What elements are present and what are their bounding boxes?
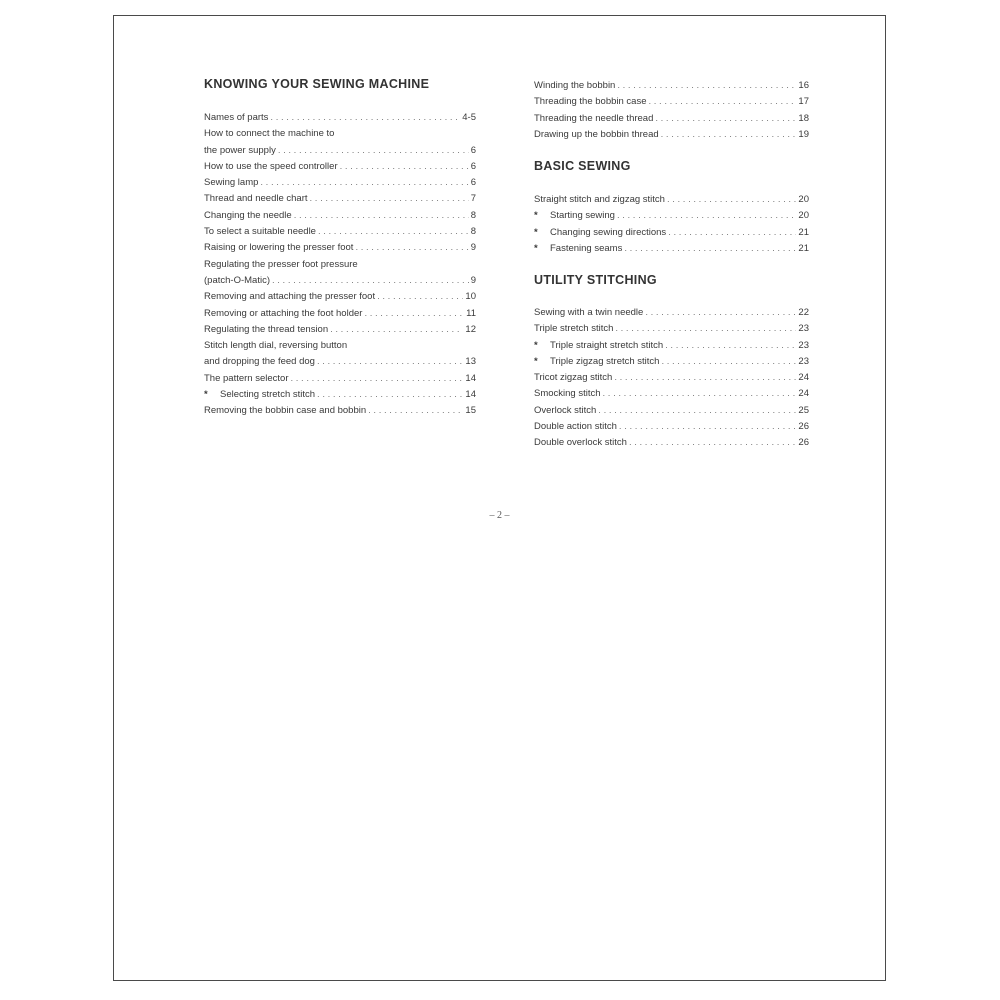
toc-entry-page: 22 (798, 307, 809, 318)
toc-entry-label (204, 273, 270, 289)
toc-entry-text: The pattern selector (204, 372, 289, 384)
toc-entry-page: 11 (466, 307, 476, 319)
toc-entry-page: 13 (465, 356, 476, 368)
toc-entry-page: 7 (470, 193, 476, 205)
toc-entry-page: 26 (798, 437, 809, 449)
toc-entry-text: Fastening seams (550, 242, 623, 254)
dot-leader (668, 225, 796, 241)
toc-entry-label (204, 257, 358, 273)
dot-leader (598, 403, 796, 419)
toc-entry-page: 14 (465, 389, 476, 401)
toc-entry-text: Triple zigzag stretch stitch (550, 355, 660, 367)
toc-entry-text: Raising or lowering the presser foot (204, 242, 354, 254)
toc-entry-page: 21 (798, 226, 809, 238)
toc-entry-page: 9 (470, 242, 476, 254)
toc-entry (204, 240, 476, 256)
toc-entry (204, 387, 476, 403)
toc-entry-text: (patch-O-Matic) (204, 274, 270, 286)
dot-leader (364, 306, 464, 322)
bullet-marker: * (534, 242, 538, 254)
toc-entry-text: Smocking stitch (534, 388, 601, 400)
toc-entry-text: Regulating the presser foot pressure (204, 258, 358, 270)
bullet-marker: * (534, 210, 538, 222)
toc-entry-text: and dropping the feed dog (204, 356, 315, 368)
toc-entry-text: Changing the needle (204, 209, 292, 221)
toc-entry-label (204, 371, 289, 387)
toc-entry-text: Thread and needle chart (204, 193, 308, 205)
toc-entry-text: Threading the needle thread (534, 112, 654, 124)
dot-leader (310, 191, 469, 207)
toc-entry-label (534, 225, 666, 241)
toc-entry (534, 305, 809, 321)
dot-leader (603, 386, 797, 402)
dot-leader (617, 78, 796, 94)
manual-page (113, 15, 886, 981)
toc-entry (204, 403, 476, 419)
toc-entry-text: Triple stretch stitch (534, 323, 614, 335)
toc-entry-label (534, 403, 596, 419)
toc-entry (534, 208, 809, 224)
dot-leader (260, 175, 468, 191)
toc-entry-text: the power supply (204, 144, 276, 156)
toc-entry-label (204, 387, 315, 403)
toc-entry-text: Removing or attaching the foot holder (204, 307, 363, 319)
toc-entry-text: Overlock stitch (534, 404, 597, 416)
toc-entry-text: Removing and attaching the presser foot (204, 291, 376, 303)
toc-entry-page: 21 (798, 242, 809, 254)
toc-entry (204, 191, 476, 207)
dot-leader (272, 273, 469, 289)
toc-entry-page: 14 (465, 372, 476, 384)
toc-entry (534, 403, 809, 419)
toc-entry-label (204, 208, 292, 224)
toc-entry (204, 175, 476, 191)
section-heading-basic-sewing: BASIC SEWING (534, 159, 631, 173)
toc-entry-label (204, 289, 375, 305)
section-heading-utility-stitching: UTILITY STITCHING (534, 273, 657, 287)
toc-entry-text: Sewing lamp (204, 177, 259, 189)
toc-entry-page: 23 (798, 323, 809, 335)
toc-entry-label (204, 240, 353, 256)
dot-leader (629, 435, 796, 451)
toc-entry-label (534, 208, 615, 224)
toc-entry-page: 12 (465, 323, 476, 335)
bullet-marker: * (534, 355, 538, 367)
toc-entry-label (534, 127, 659, 143)
toc-list-utility-stitching (534, 305, 809, 452)
toc-entry-label (204, 306, 362, 322)
toc-entry-label (534, 305, 643, 321)
toc-entry (204, 257, 476, 273)
toc-entry (534, 435, 809, 451)
toc-entry-page: 26 (798, 421, 809, 433)
toc-entry (204, 273, 476, 289)
dot-leader (661, 354, 796, 370)
toc-entry (534, 354, 809, 370)
toc-entry (534, 419, 809, 435)
dot-leader (614, 370, 796, 386)
toc-entry (534, 127, 809, 143)
dot-leader (294, 208, 469, 224)
dot-leader (318, 224, 469, 240)
toc-entry-page: 20 (798, 194, 809, 205)
dot-leader (649, 94, 797, 110)
toc-entry (204, 306, 476, 322)
toc-list-left (204, 110, 476, 420)
dot-leader (617, 208, 796, 224)
toc-entry (204, 159, 476, 175)
toc-entry-text: Drawing up the bobbin thread (534, 128, 659, 140)
toc-entry (534, 192, 809, 208)
dot-leader (619, 419, 797, 435)
dot-leader (340, 159, 469, 175)
page-number: – 2 – (489, 510, 510, 521)
dot-leader (661, 127, 797, 143)
bullet-marker: * (204, 389, 208, 401)
toc-entry-label (534, 94, 647, 110)
toc-entry-page: 8 (470, 209, 476, 221)
dot-leader (645, 305, 796, 321)
toc-entry-page: 20 (798, 210, 809, 222)
dot-leader (278, 143, 469, 159)
toc-entry-label (534, 419, 617, 435)
toc-entry-text: Sewing with a twin needle (534, 307, 644, 318)
toc-entry-text: Removing the bobbin case and bobbin (204, 405, 367, 417)
toc-list-right-top (534, 78, 809, 143)
toc-entry-label (204, 143, 276, 159)
toc-entry-text: Regulating the thread tension (204, 323, 329, 335)
toc-entry-text: Starting sewing (550, 210, 615, 222)
toc-entry-label (534, 78, 615, 94)
dot-leader (665, 338, 796, 354)
toc-entry (534, 111, 809, 127)
toc-entry-text: Names of parts (204, 112, 269, 123)
toc-entry-label (204, 191, 308, 207)
toc-entry-page: 19 (798, 128, 809, 140)
section-heading-knowing-machine: KNOWING YOUR SEWING MACHINE (204, 77, 430, 91)
toc-entry-page: 6 (470, 144, 476, 156)
dot-leader (624, 241, 796, 257)
toc-entry-page: 8 (470, 226, 476, 238)
toc-entry-page: 23 (798, 339, 809, 351)
toc-entry-label (534, 321, 613, 337)
toc-entry-text: Threading the bobbin case (534, 96, 647, 108)
toc-entry-text: How to connect the machine to (204, 128, 335, 140)
dot-leader (368, 403, 463, 419)
toc-entry (204, 208, 476, 224)
toc-entry-text: How to use the speed controller (204, 160, 338, 172)
toc-entry (204, 322, 476, 338)
toc-entry-label (534, 111, 653, 127)
toc-entry-label (204, 322, 328, 338)
dot-leader (377, 289, 463, 305)
toc-entry-label (534, 370, 612, 386)
toc-entry-label (534, 386, 601, 402)
toc-entry-label (534, 338, 663, 354)
toc-entry (534, 321, 809, 337)
toc-entry (204, 371, 476, 387)
toc-entry-label (534, 354, 659, 370)
toc-entry (534, 386, 809, 402)
toc-entry (204, 126, 476, 142)
dot-leader (270, 110, 460, 126)
toc-entry (204, 289, 476, 305)
toc-entry-label (204, 126, 334, 142)
toc-entry-text: Selecting stretch stitch (220, 389, 316, 401)
toc-entry-page: 24 (798, 372, 809, 384)
dot-leader (330, 322, 463, 338)
toc-entry-label (534, 435, 627, 451)
toc-entry-page: 23 (798, 355, 809, 367)
toc-entry-label (204, 110, 268, 126)
toc-entry-text: Changing sewing directions (550, 226, 667, 238)
toc-entry-text: Double action stitch (534, 421, 617, 433)
toc-entry (204, 338, 476, 354)
toc-entry (534, 370, 809, 386)
toc-entry (534, 78, 809, 94)
toc-entry (204, 110, 476, 126)
toc-entry-page: 6 (470, 177, 476, 189)
toc-entry-text: Winding the bobbin (534, 80, 616, 91)
dot-leader (667, 192, 796, 208)
toc-entry-text: Double overlock stitch (534, 437, 627, 449)
toc-entry (534, 241, 809, 257)
dot-leader (317, 387, 463, 403)
toc-entry (204, 224, 476, 240)
toc-entry-page: 17 (798, 96, 809, 108)
dot-leader (615, 321, 796, 337)
toc-entry-text: Triple straight stretch stitch (550, 339, 664, 351)
toc-entry (204, 143, 476, 159)
toc-entry-page: 6 (470, 160, 476, 172)
toc-entry-label (204, 354, 315, 370)
toc-entry-page: 10 (465, 291, 476, 303)
toc-entry (534, 338, 809, 354)
toc-entry-page: 25 (798, 404, 809, 416)
toc-entry-page: 9 (470, 274, 476, 286)
dot-leader (655, 111, 796, 127)
toc-entry-page: 4-5 (462, 112, 476, 123)
toc-entry-text: To select a suitable needle (204, 226, 316, 238)
toc-entry-page: 16 (798, 80, 809, 91)
toc-entry (534, 225, 809, 241)
toc-entry-label (204, 224, 316, 240)
bullet-marker: * (534, 339, 538, 351)
toc-entry-label (534, 192, 665, 208)
toc-entry-text: Tricot zigzag stitch (534, 372, 613, 384)
dot-leader (317, 354, 463, 370)
toc-entry-label (534, 241, 622, 257)
toc-entry-label (204, 175, 258, 191)
toc-entry-label (204, 338, 347, 354)
toc-entry (204, 354, 476, 370)
toc-list-basic-sewing (534, 192, 809, 257)
toc-entry-label (204, 159, 338, 175)
toc-entry-page: 15 (465, 405, 476, 417)
dot-leader (291, 371, 464, 387)
toc-entry (534, 94, 809, 110)
toc-entry-page: 18 (798, 112, 809, 124)
bullet-marker: * (534, 226, 538, 238)
toc-entry-text: Straight stitch and zigzag stitch (534, 194, 665, 205)
dot-leader (355, 240, 468, 256)
toc-entry-text: Stitch length dial, reversing button (204, 340, 348, 352)
toc-entry-label (204, 403, 366, 419)
toc-entry-page: 24 (798, 388, 809, 400)
